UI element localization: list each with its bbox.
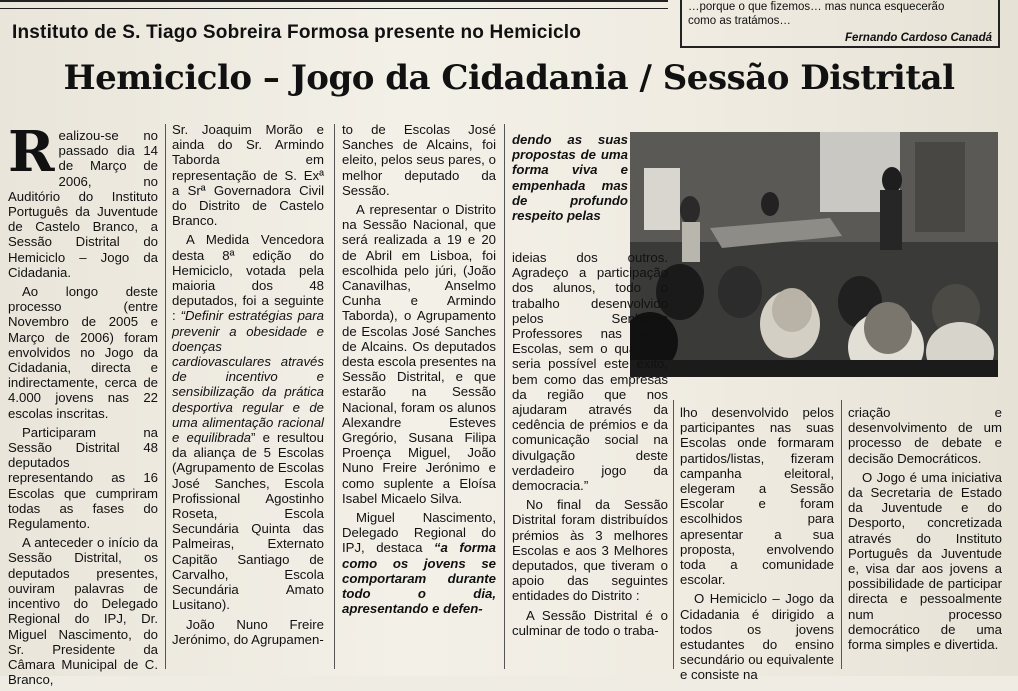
column-4 (512, 250, 668, 642)
col1-p1-text: ealizou-se no passado dia 14 de Março de 2006, no Auditório do Instituto Português da Juventude de Castelo Branco, a Sessão Distrital do Hemiciclo – Jogo da Cidadania. (8, 128, 158, 280)
drop-cap: R (8, 119, 55, 185)
col3-p3-quote: “a forma como os jovens se comportaram durante todo o dia, apresentando e defen- (342, 540, 496, 617)
col3-paragraph-2: A representar o Distrito na Sessão Nacional, que será realizada a 19 e 20 de Abril em Lisboa, foi escolhida pelo júri, (João Canavilhas, Anselmo Cunha e Armindo Taborda), o Agrupamento de Escolas José Sanches de Alcains. Os deputados desta escola presentes na Sessão Distrital, e que estarão na Sessão Nacional, foram os alunos Alexandre Esteves Gregório, Susana Filipa Proença Miguel, João Nuno Freire Jerónimo e como suplente a Eloísa Isabel Micaelo Silva. (342, 202, 496, 506)
column-1 (8, 119, 158, 691)
column-6 (848, 405, 1002, 656)
col1-paragraph-4: A anteceder o início da Sessão Distrital, os deputados presentes, ouviram palavras de incentivo do Delegado Regional do IPJ, Dr. Miguel Nascimento, do Sr. Presidente da Câmara Municipal de C. Branco, (8, 535, 158, 688)
column-4-top (512, 132, 628, 227)
col3-paragraph-1: to de Escolas José Sanches de Alcains, foi eleito, pelos seus pares, o melhor deputado da Sessão. (342, 122, 496, 198)
winning-measure-quote: “Definir estratégias para prevenir a obesidade e doenças cardiovasculares através de incentivo e sensibilização da prática desportiva regular e de uma alimentação racional e equilibrada (172, 308, 324, 446)
quote-line-2: como as tratámos… (688, 15, 791, 27)
col4-paragraph-1: ideias dos outros. Agradeço a participação dos alunos, todo o trabalho desenvolvido pelos Senhores Professores nas suas Escolas, sem o qual não seria possível este êxito, bem como das empresas da região que nos ajudaram através da cedência de prémios e da comunicação social na divulgação deste verdadeiro jogo da democracia.” (512, 250, 668, 494)
column-rule (841, 400, 842, 669)
col3-paragraph-3 (342, 510, 496, 616)
col4-quote-continued: dendo as suas propostas de uma forma viva e empenhada mas de profundo respeito pelas (512, 132, 628, 224)
column-rule (165, 124, 166, 669)
column-3 (342, 122, 496, 621)
top-border (0, 0, 668, 9)
col2-paragraph-2 (172, 232, 324, 612)
kicker: Instituto de S. Tiago Sobreira Formosa presente no Hemiciclo (12, 22, 582, 43)
col1-paragraph-3: Participaram na Sessão Distrital 48 deputados representando as 16 Escolas que cumpriram todas as fases do Regulamento. (8, 424, 158, 532)
col6-paragraph-1: criação e desenvolvimento de um processo de debate e decisão Democráticos. (848, 405, 1002, 466)
col2-p2-intro: A Medida Vencedora desta 8ª edição do Hemiciclo, votada pela maioria dos 48 deputados, foi a seguinte : (172, 232, 324, 324)
column-rule (673, 400, 674, 669)
quote-line-1: …porque o que fizemos… mas nunca esquecerão (688, 1, 945, 13)
column-5 (680, 405, 834, 687)
col5-paragraph-2: O Hemiciclo – Jogo da Cidadania é dirigido a todos os jovens estudantes do ensino secundário ou equivalente e consiste na (680, 591, 834, 683)
col4-paragraph-2: No final da Sessão Distrital foram distribuídos prémios às 3 melhores Escolas e aos 3 Melhores deputados, que tiveram o apoio das seguintes entidades do Distrito : (512, 497, 668, 604)
photo-drawing (630, 132, 998, 377)
col1-paragraph-1 (8, 119, 158, 280)
col3-p3-intro: Miguel Nascimento, Delegado Regional do IPJ, destaca (342, 510, 496, 556)
headline: Hemiciclo – Jogo da Cidadania / Sessão Distrital (63, 58, 955, 98)
col2-paragraph-1: Sr. Joaquim Morão e ainda do Sr. Armindo Taborda em representação de S. Exª a Srª Governadora Civil do Distrito de Castelo Branco. (172, 122, 324, 229)
column-rule (504, 124, 505, 669)
col2-paragraph-3: João Nuno Freire Jerónimo, do Agrupamen- (172, 616, 324, 647)
col1-paragraph-2: Ao longo deste processo (entre Novembro de 2005 e Março de 2006) foram envolvidos no Jogo da Cidadania, directa e indirectamente, cerca de 4.000 jovens nas 22 escolas inscritas. (8, 284, 158, 421)
event-photo (630, 132, 998, 377)
col2-p2-end: ” e resultou da aliança de 5 Escolas (Agrupamento de Escolas José Sanches, Escola Profissional Agostinho Roseta, Escola Secundária Quinta das Palmeiras, Externato Capitão Santiago de Carvalho, Escola Secundária Amato Lusitano). (172, 430, 324, 613)
column-rule (334, 124, 335, 669)
quote-author: Fernando Cardoso Canadá (845, 32, 992, 44)
quote-box (680, 0, 1000, 48)
column-2 (172, 122, 324, 651)
col4-paragraph-3: A Sessão Distrital é o culminar de todo o traba- (512, 607, 668, 638)
col6-paragraph-2: O Jogo é uma iniciativa da Secretaria de Estado da Juventude e do Desporto, concretizada através do Instituto Português da Juventude e, visa dar aos jovens a possibilidade de participar directa e pessoalmente num processo democrático de uma forma simples e divertida. (848, 469, 1002, 653)
col5-paragraph-1: lho desenvolvido pelos participantes nas suas Escolas onde formaram partidos/listas, fizeram campanha eleitoral, elegeram a Sessão Escolar e foram escolhidos para apresentar a sua proposta, envolvendo toda a comunidade escolar. (680, 405, 834, 588)
